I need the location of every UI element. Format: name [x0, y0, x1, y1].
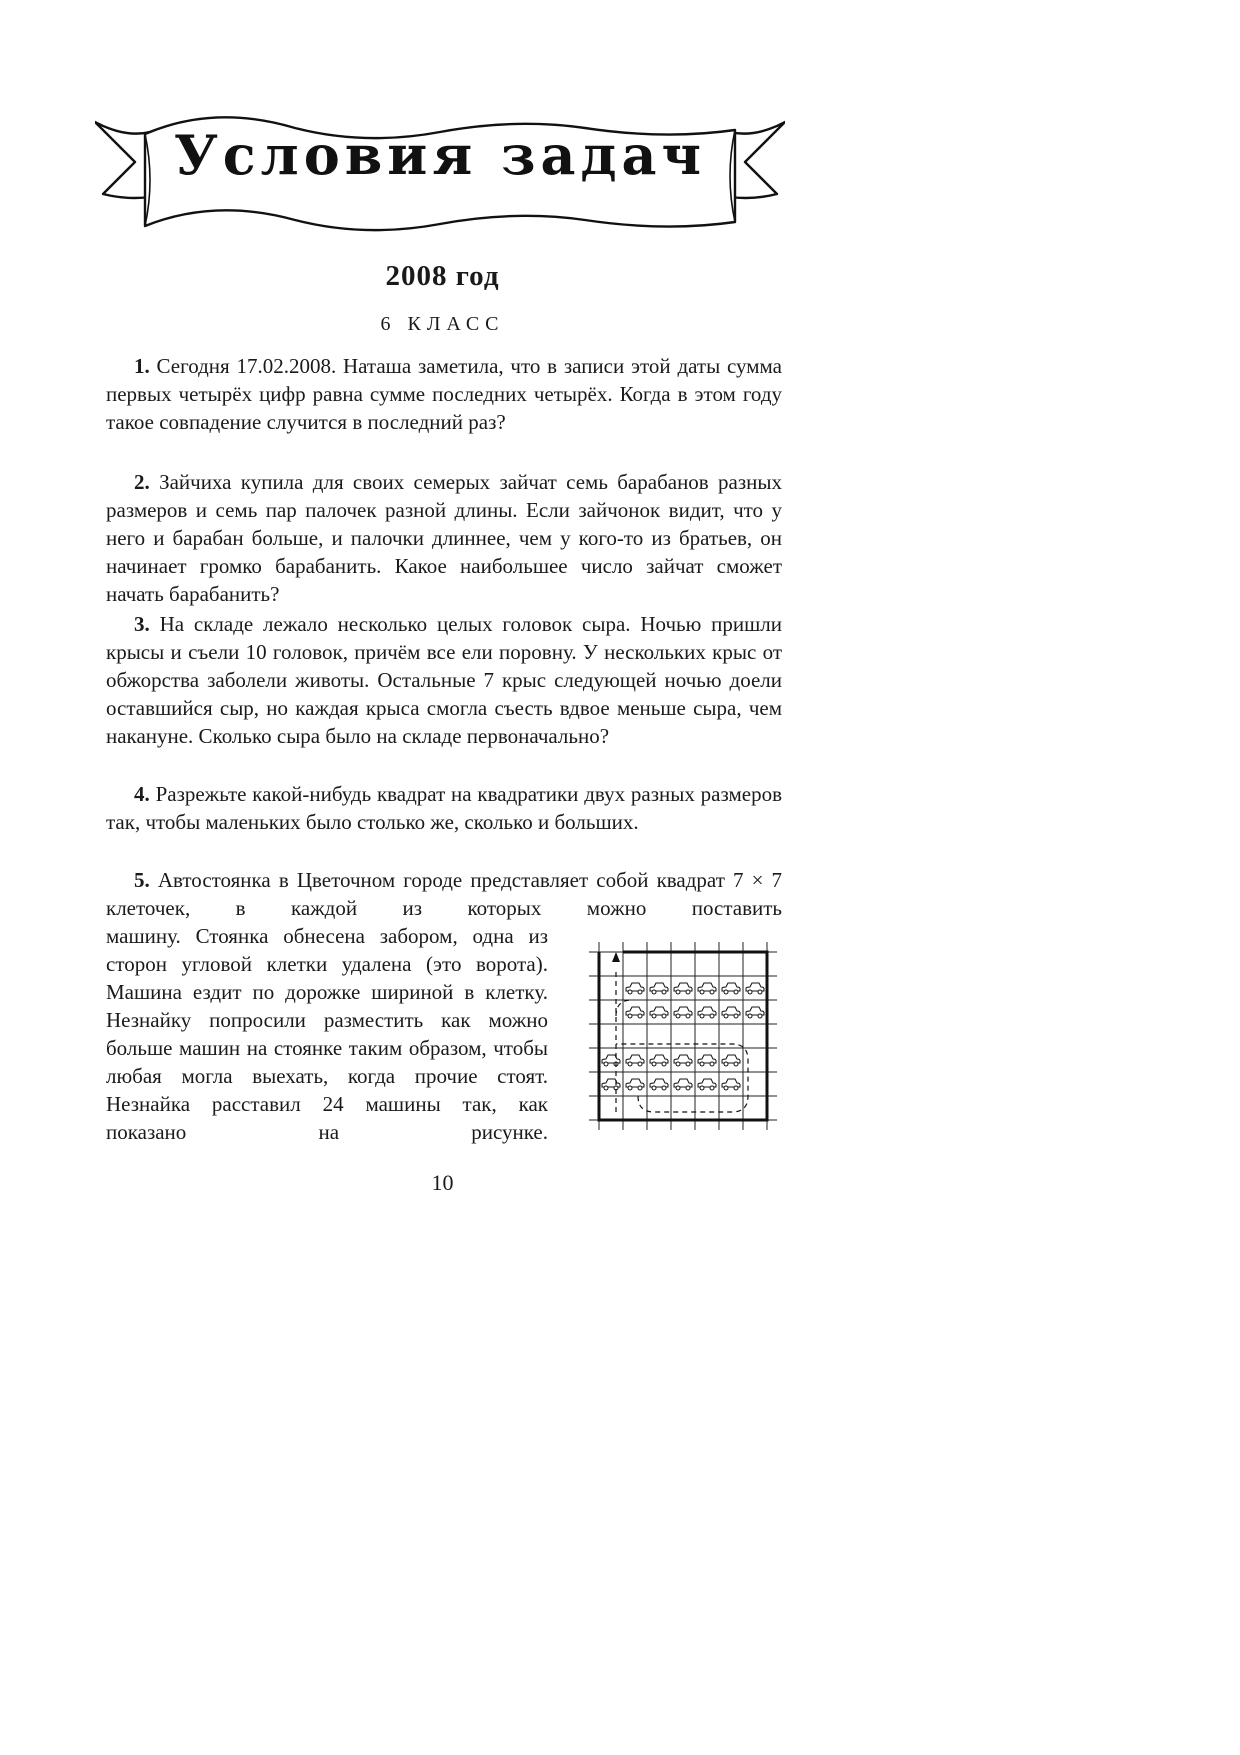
car-icon	[650, 1079, 668, 1090]
car-icon	[674, 1007, 692, 1018]
grade-heading: 6 КЛАСС	[380, 313, 505, 335]
problem-2	[106, 468, 782, 608]
car-icon	[746, 983, 764, 994]
problem-text: Зайчиха купила для своих семерых зайчат семь барабанов разных размеров и семь пар палочек разной длины. Если зайчонок видит, что у него и барабан больше, и палочки длиннее, чем у кого-то из братьев, он начинает громко барабанить. Какое наибольшее число зайчат сможет начать барабанить?	[106, 470, 782, 606]
car-icon	[650, 1007, 668, 1018]
car-icon	[722, 1007, 740, 1018]
parking-lot-figure	[588, 940, 778, 1148]
car-icon	[650, 983, 668, 994]
car-icon	[746, 1007, 764, 1018]
problem-text-side: машину. Стоянка обнесена забором, одна из сторон угловой клетки удалена (это ворота). Машина ездит по дорожке шириной в клетку. Незнайку попросили разместить как можно больше машин на стоянке таким образом, чтобы любая могла выехать, когда прочие стоят. Незнайка расставил 24 машины так, как показано на рисунке.	[106, 924, 548, 1144]
problem-3	[106, 610, 782, 750]
fence	[599, 952, 767, 1120]
problem-text: Разрежьте какой-нибудь квадрат на квадратики двух разных размеров так, чтобы маленьких было столько же, сколько и больших.	[106, 782, 783, 834]
car-icon	[626, 1007, 644, 1018]
grid-lines	[589, 942, 777, 1130]
problem-text: Сегодня 17.02.2008. Наташа заметила, что в записи этой даты сумма первых четырёх цифр равна сумме последних четырёх. Когда в этом году такое совпадение случится в последний раз?	[106, 354, 782, 434]
car-icon	[698, 1079, 716, 1090]
problem-text-top: Автостоянка в Цветочном городе представляет собой квадрат 7 × 7 клеточек, в каждой из которых можно поставить	[106, 868, 783, 920]
section-year-heading: 2008 год	[385, 260, 500, 292]
car-icon	[674, 1079, 692, 1090]
problem-number: 3.	[134, 612, 150, 636]
problem-4	[106, 780, 782, 836]
car-icon	[698, 983, 716, 994]
car-icon	[722, 983, 740, 994]
car-icon	[698, 1007, 716, 1018]
car-icon	[626, 1055, 644, 1066]
car-icon	[650, 1055, 668, 1066]
problem-5	[106, 866, 782, 922]
car-icon	[602, 1055, 620, 1066]
car-icon	[602, 1079, 620, 1090]
car-icon	[626, 1079, 644, 1090]
exit-path-dashed-loop	[616, 1044, 748, 1112]
car-icon	[674, 1055, 692, 1066]
exit-arrow-icon	[612, 952, 620, 962]
problem-number: 2.	[134, 470, 150, 494]
problem-number: 5.	[134, 868, 150, 892]
problem-number: 4.	[134, 782, 150, 806]
problem-text: На складе лежало несколько целых головок сыра. Ночью пришли крысы и съели 10 головок, причём все ели поровну. У нескольких крыс от обжорства заболели животы. Остальные 7 крыс следующей ночью доели оставшийся сыр, но каждая крыса смогла съесть вдвое меньше сыра, чем накануне. Сколько сыра было на складе первоначально?	[106, 612, 782, 748]
car-icon	[722, 1055, 740, 1066]
car-icon	[626, 983, 644, 994]
problem-number: 1.	[134, 354, 150, 378]
page-number: 10	[431, 1170, 454, 1195]
fence-outline	[599, 952, 767, 1120]
cars	[602, 983, 764, 1090]
problem-1	[106, 352, 782, 436]
car-icon	[698, 1055, 716, 1066]
car-icon	[722, 1079, 740, 1090]
banner-title: Условия задач	[173, 123, 706, 187]
problem-5-continued	[106, 922, 548, 1146]
car-icon	[674, 983, 692, 994]
